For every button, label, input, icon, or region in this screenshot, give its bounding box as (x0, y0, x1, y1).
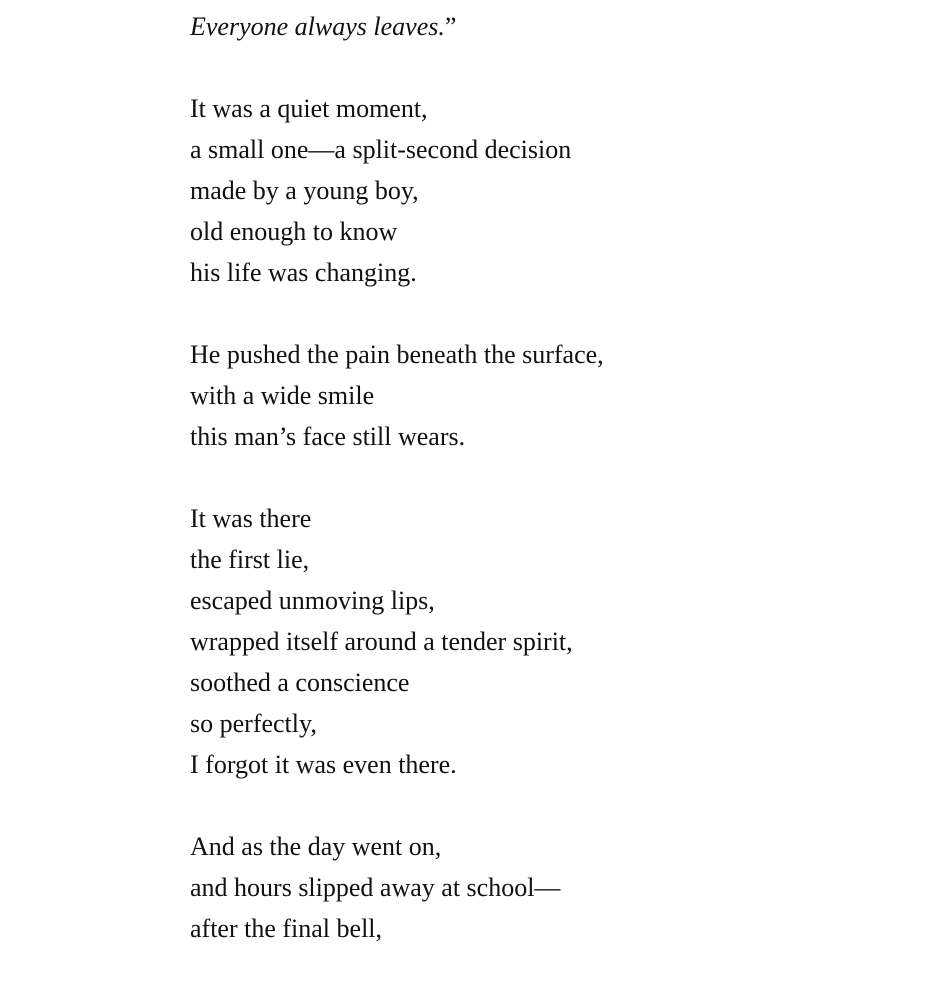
poem-line: soothed a conscience (190, 668, 410, 697)
poem-line: and hours slipped away at school— (190, 873, 561, 902)
poem-line: wrapped itself around a tender spirit, (190, 627, 573, 656)
poem-line: after the final bell, (190, 914, 383, 943)
poem-line: a small one—a split-second decision (190, 135, 572, 164)
poem-line: It was there (190, 504, 312, 533)
poem-line: with a wide smile (190, 381, 375, 410)
poem-line: escaped unmoving lips, (190, 586, 435, 615)
poem-stanza (190, 826, 910, 949)
poem-stanza (190, 498, 910, 785)
italic-quote-text: Everyone always leaves. (190, 12, 445, 41)
poem-opening-stanza (190, 6, 910, 47)
poem-line (190, 6, 910, 47)
poem-line: And as the day went on, (190, 832, 442, 861)
poem-stanza (190, 88, 910, 293)
poem-line: old enough to know (190, 217, 398, 246)
poem-line: I forgot it was even there. (190, 750, 457, 779)
poem-line: his life was changing. (190, 258, 417, 287)
poem-line: It was a quiet moment, (190, 94, 428, 123)
closing-quote-mark: ” (444, 12, 457, 41)
poem-body (190, 6, 910, 990)
poem-line: so perfectly, (190, 709, 317, 738)
poem-line: this man’s face still wears. (190, 422, 466, 451)
poem-line: the first lie, (190, 545, 310, 574)
poem-stanza (190, 334, 910, 457)
poem-line: made by a young boy, (190, 176, 419, 205)
poem-line: He pushed the pain beneath the surface, (190, 340, 604, 369)
